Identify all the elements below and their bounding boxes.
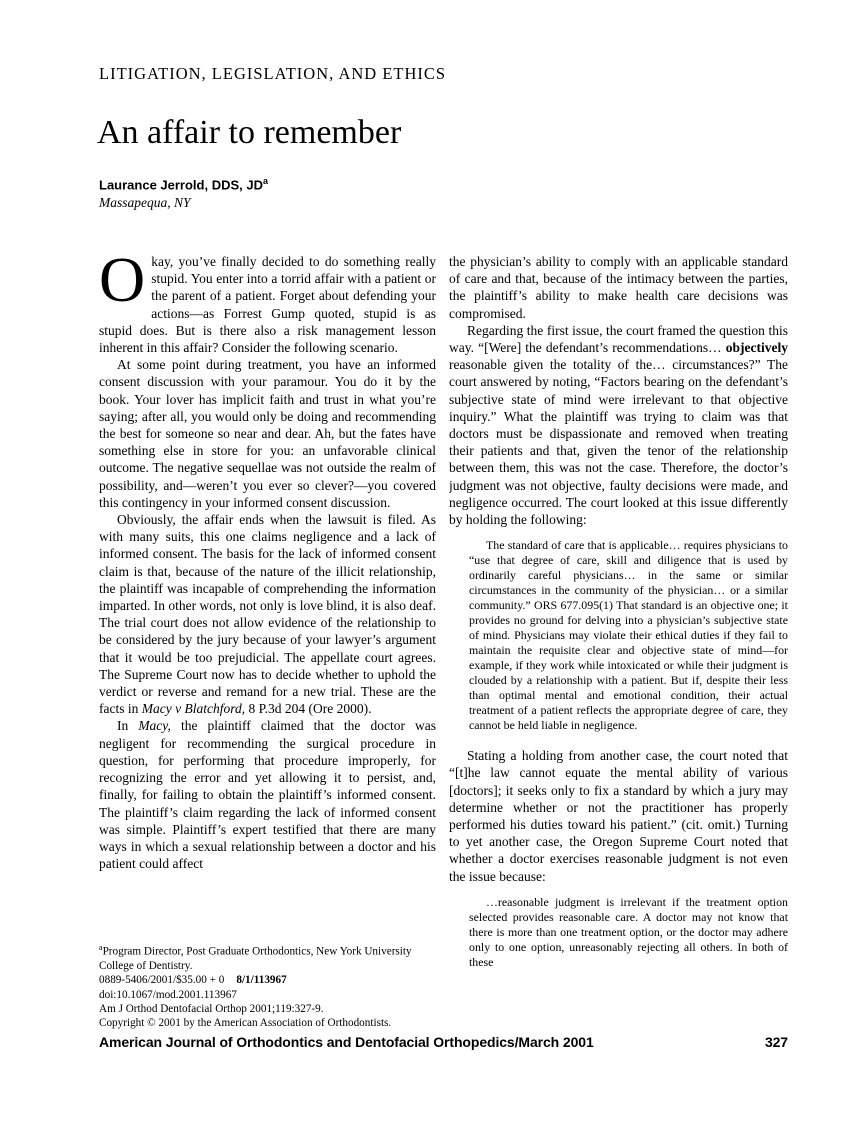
text-run: the physician’s ability to comply with an applicable standard of care and that, because of the intimacy between the parties, the plaintiff’s ability to make health care decisions was compromised. (449, 254, 788, 321)
author-line (99, 176, 268, 192)
text-run: 8 P.3d 204 (Ore 2000). (245, 701, 372, 717)
text-run: Macy v Blatchford, (141, 701, 246, 717)
paragraph (449, 747, 788, 885)
dropcap-letter: O (99, 253, 146, 315)
page-footer (99, 1034, 788, 1050)
paragraph (99, 511, 436, 717)
text-run: …reasonable judgment is irrelevant if the treatment option selected provides reasonable care. A doctor may not know that there is more than one treatment option, or the doctor may adhere only to one option, unreasonably rejecting all others. In both of these (469, 894, 788, 969)
text-run: objectively (725, 340, 788, 356)
paragraph (99, 717, 436, 872)
footnote-copyright: Copyright © 2001 by the American Association of Orthodontists. (99, 1017, 392, 1030)
footnote-doi: doi:10.1067/mod.2001.113967 (99, 988, 237, 1001)
text-run: reasonable given the totality of the… circumstances?” The court answered by noting, “Factors bearing on the defendant’s subjective state of mind were irrelevant to that objective inquiry.” What the plaintiff was trying to claim was that doctors must be dispassionate and removed when treating their patients and that, given the tenor of the relationship between them, this was not the case. Therefore, the doctor’s judgment was not objective, faulty decisions were made, and negligence occurred. The court looked at this issue differently by holding the following: (449, 357, 788, 528)
right-column (449, 253, 788, 1032)
blockquote (469, 895, 788, 970)
section-heading: LITIGATION, LEGISLATION, AND ETHICS (99, 64, 447, 83)
author-name: Laurance Jerrold, DDS, JD (99, 177, 263, 193)
footnote-marker: a (99, 943, 103, 952)
footnote-affiliation: $^a$Program Director, Post Graduate Orthodontics, New York University College of Dentistry. (99, 943, 412, 973)
paragraph (449, 322, 788, 528)
text-run: Macy, (138, 718, 171, 734)
author-location: Massapequa, NY (99, 195, 191, 210)
article-title: An affair to remember (97, 114, 402, 151)
left-column (99, 253, 436, 941)
text-run: The standard of care that is applicable… requires physicians to “use that degree of care, skill and diligence that is used by ordinarily careful physicians… in the same or similar circumstances in the community of the physician… or a similar community.” ORS 677.095(1) That standard is an objective one; it provides no ground for delving into a physician’s subjective state of mind. Physicians may violate their ethical duties if they fail to maintain the requisite clear and objective state of mind—for example, if they work while intoxicated or while their judgment is clouded by a relationship with a patient. But if, despite their less than optimal mental and emotional condition, their actual treatment of a patient reflects the appropriate degree of care, they cannot be held liable in negligence. (469, 538, 788, 733)
text-run: At some point during treatment, you have an informed consent discussion with your paramour. You do it by the book. Your lover has implicit faith and trust in what you’re saying; after all, you would only be doing and recommending the best for someone so near and dear. Ah, but the fates have something else in store for you: an unfavorable clinical outcome. The negative sequellae was not outside the realm of possibility, and—weren’t you ever so clever?—you covered this contingency in your informed consent discussion. (99, 357, 436, 510)
footnote-block (99, 941, 436, 1031)
paragraph-noindent (449, 253, 788, 322)
text-run: Stating a holding from another case, the court noted that “[t]he law cannot equate the mental ability of various [doctors]; it seeks only to fix a standard by which a jury may determine whether or not the practitioner has properly performed his duties toward his patient.” (cit. omit.) Turning to yet another case, the Oregon Supreme Court noted that whether a doctor exercises reasonable judgment is not even the issue because: (449, 748, 788, 884)
text-run: kay, you’ve finally decided to do something really stupid. You enter into a torrid affair with a patient or the parent of a patient. Forget about defending your actions—as Forrest Gump quoted, stupid is as stupid does. But is there also a risk management lesson inherent in this affair? Consider the following scenario. (99, 254, 436, 356)
footnote-citation: Am J Orthod Dentofacial Orthop 2001;119:327-9. (99, 1002, 324, 1015)
dropcap-paragraph (99, 253, 436, 356)
blockquote (469, 538, 788, 733)
text-run: Obviously, the affair ends when the lawsuit is filed. As with many suits, this one claims negligence and a lack of informed consent. The basis for the lack of informed consent claim is that, because of the nature of the illicit relationship, the plaintiff was incapable of comprehending the information imparted. In other words, not only is love blind, it is also deaf. The trial court does not allow evidence of the relationship to be considered by the jury because of your lawyer’s argument that it would be too prejudicial. The appellate court agrees. The Supreme Court now has to decide whether to uphold the verdict or reverse and remand for a new trial. These are the facts in (99, 512, 436, 717)
footer-journal-line: American Journal of Orthodontics and Dentofacial Orthopedics/March 2001 (99, 1034, 594, 1050)
footnote-article-code: 8/1/113967 (236, 974, 287, 987)
text-run: Regarding the first issue, the court framed the question this way. “[Were] the defendant’s recommendations… (449, 322, 788, 356)
footnote-pricing: 0889-5406/2001/$35.00 + 0 8/1/113967 (99, 974, 287, 987)
text-run: the plaintiff claimed that the doctor was negligent for recommending the surgical procedure in question, for performing that procedure improperly, for recognizing the error and yet allowing it to persist, and, finally, for failing to obtain the plaintiff’s informed consent. The plaintiff’s claim regarding the lack of informed consent was simple. Plaintiff’s expert testified that there are many ways in which a sexual relationship between a doctor and his patient could affect (99, 718, 436, 872)
text-run: In (117, 718, 139, 734)
footer-page-number: 327 (764, 1034, 788, 1050)
author-footnote-marker: a (263, 176, 269, 186)
paragraph (99, 356, 436, 511)
